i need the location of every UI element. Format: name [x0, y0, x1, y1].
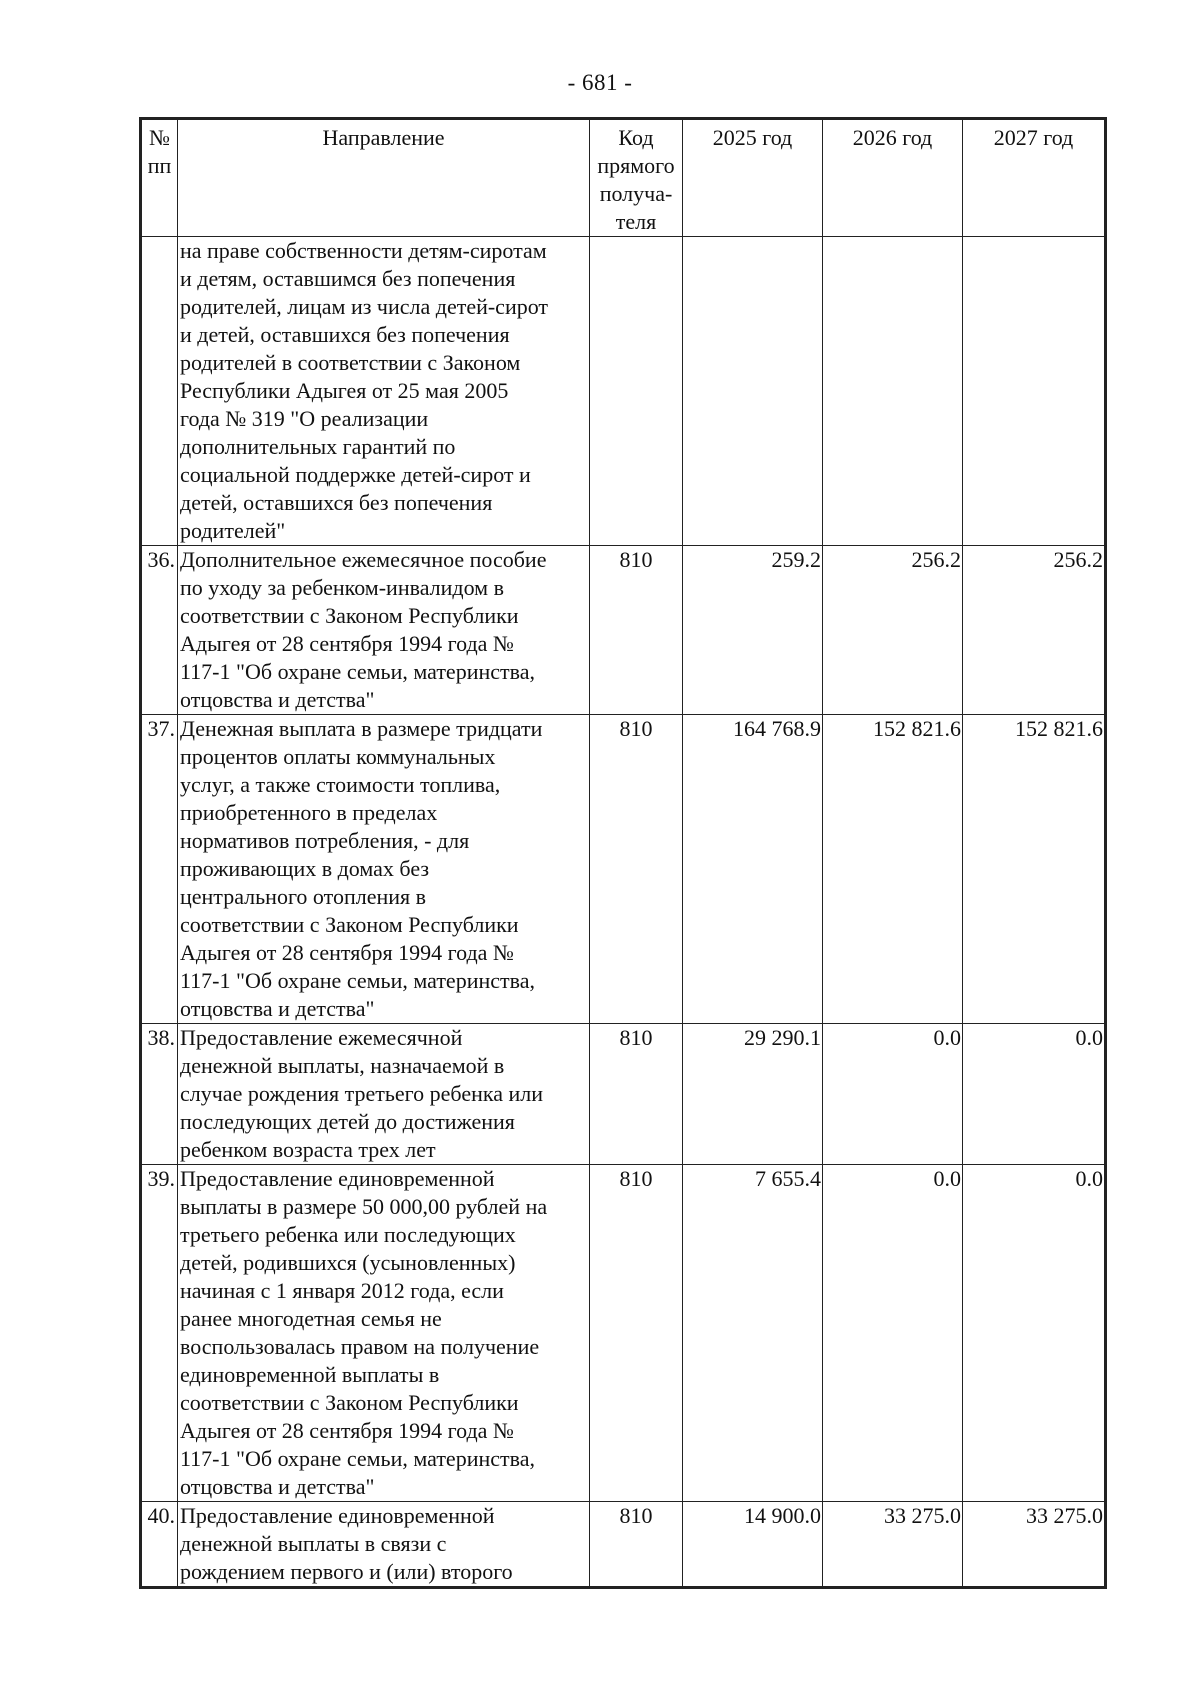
- direction-line: Адыгея от 28 сентября 1994 года №: [180, 1418, 514, 1443]
- direction-line: по уходу за ребенком-инвалидом в: [180, 575, 504, 600]
- row-value-2025: 164 768.9: [683, 715, 823, 1024]
- row-direction: [178, 1024, 590, 1165]
- direction-line: приобретенного в пределах: [180, 800, 438, 825]
- direction-line: рождением первого и (или) второго: [180, 1559, 513, 1584]
- direction-line: единовременной выплаты в: [180, 1362, 440, 1387]
- direction-line: услуг, а также стоимости топлива,: [180, 772, 501, 797]
- direction-line: детей, родившихся (усыновленных): [180, 1250, 516, 1275]
- header-code-line: теля: [615, 209, 657, 234]
- direction-line: родителей в соответствии с Законом: [180, 350, 521, 375]
- direction-line: Республики Адыгея от 25 мая 2005: [180, 378, 509, 403]
- direction-line: Дополнительное ежемесячное пособие: [180, 547, 547, 572]
- direction-line: процентов оплаты коммунальных: [180, 744, 496, 769]
- row-value-2026: 0.0: [823, 1024, 963, 1165]
- direction-line: центрального отопления в: [180, 884, 427, 909]
- row-number: [141, 237, 178, 546]
- direction-line: соответствии с Законом Республики: [180, 603, 519, 628]
- row-number: 40.: [141, 1502, 178, 1588]
- header-2026: 2026 год: [823, 119, 963, 237]
- direction-line: и детей, оставшихся без попечения: [180, 322, 510, 347]
- header-num-line: №: [149, 125, 170, 150]
- direction-line: года № 319 "О реализации: [180, 406, 429, 431]
- row-code: 810: [590, 1165, 683, 1502]
- direction-line: отцовства и детства": [180, 687, 375, 712]
- header-direction: Направление: [178, 119, 590, 237]
- row-number: 37.: [141, 715, 178, 1024]
- row-value-2025: [683, 237, 823, 546]
- table-body: [141, 237, 1106, 1588]
- row-value-2027: [963, 237, 1106, 546]
- page-number: - 681 -: [567, 70, 633, 95]
- table-row: [141, 1024, 1106, 1165]
- direction-line: 117-1 "Об охране семьи, материнства,: [180, 659, 535, 684]
- row-value-2027: 152 821.6: [963, 715, 1106, 1024]
- row-value-2026: 33 275.0: [823, 1502, 963, 1588]
- direction-line: третьего ребенка или последующих: [180, 1222, 516, 1247]
- row-direction: [178, 1502, 590, 1588]
- row-value-2026: 0.0: [823, 1165, 963, 1502]
- direction-line: проживающих в домах без: [180, 856, 430, 881]
- header-num: [141, 119, 178, 237]
- row-value-2027: 0.0: [963, 1024, 1106, 1165]
- direction-line: Предоставление единовременной: [180, 1503, 495, 1528]
- row-value-2025: 29 290.1: [683, 1024, 823, 1165]
- direction-line: Адыгея от 28 сентября 1994 года №: [180, 631, 514, 656]
- row-value-2027: 256.2: [963, 546, 1106, 715]
- header-num-line: пп: [147, 153, 172, 178]
- direction-line: денежной выплаты, назначаемой в: [180, 1053, 505, 1078]
- direction-line: родителей": [180, 518, 286, 543]
- table-row: [141, 237, 1106, 546]
- direction-line: последующих детей до достижения: [180, 1109, 515, 1134]
- row-value-2025: 7 655.4: [683, 1165, 823, 1502]
- direction-line: на праве собственности детям-сиротам: [180, 238, 547, 263]
- row-value-2026: [823, 237, 963, 546]
- direction-line: начиная с 1 января 2012 года, если: [180, 1278, 504, 1303]
- direction-line: дополнительных гарантий по: [180, 434, 456, 459]
- row-number: 39.: [141, 1165, 178, 1502]
- header-code: [590, 119, 683, 237]
- direction-line: отцовства и детства": [180, 996, 375, 1021]
- budget-table-container: [139, 117, 1104, 1589]
- direction-line: ранее многодетная семья не: [180, 1306, 442, 1331]
- direction-line: Предоставление единовременной: [180, 1166, 495, 1191]
- table-header-row: [141, 119, 1106, 237]
- direction-line: выплаты в размере 50 000,00 рублей на: [180, 1194, 548, 1219]
- row-value-2025: 14 900.0: [683, 1502, 823, 1588]
- direction-line: ребенком возраста трех лет: [180, 1137, 436, 1162]
- direction-line: нормативов потребления, - для: [180, 828, 470, 853]
- header-code-line: получа-: [599, 181, 673, 206]
- row-code: 810: [590, 546, 683, 715]
- row-value-2026: 152 821.6: [823, 715, 963, 1024]
- direction-line: родителей, лицам из числа детей-сирот: [180, 294, 549, 319]
- direction-line: Предоставление ежемесячной: [180, 1025, 463, 1050]
- header-2027: 2027 год: [963, 119, 1106, 237]
- row-code: 810: [590, 1024, 683, 1165]
- row-direction: [178, 237, 590, 546]
- row-code: [590, 237, 683, 546]
- row-code: 810: [590, 1502, 683, 1588]
- row-number: 38.: [141, 1024, 178, 1165]
- row-value-2027: 0.0: [963, 1165, 1106, 1502]
- direction-line: и детям, оставшимся без попечения: [180, 266, 516, 291]
- table-row: [141, 715, 1106, 1024]
- direction-line: денежной выплаты в связи с: [180, 1531, 447, 1556]
- row-direction: [178, 715, 590, 1024]
- row-number: 36.: [141, 546, 178, 715]
- direction-line: детей, оставшихся без попечения: [180, 490, 493, 515]
- row-direction: [178, 546, 590, 715]
- row-value-2026: 256.2: [823, 546, 963, 715]
- budget-table: [139, 117, 1107, 1589]
- direction-line: 117-1 "Об охране семьи, материнства,: [180, 1446, 535, 1471]
- direction-line: Адыгея от 28 сентября 1994 года №: [180, 940, 514, 965]
- table-row: [141, 546, 1106, 715]
- row-value-2025: 259.2: [683, 546, 823, 715]
- direction-line: соответствии с Законом Республики: [180, 912, 519, 937]
- header-code-line: прямого: [597, 153, 675, 178]
- table-row: [141, 1502, 1106, 1588]
- header-code-line: Код: [618, 125, 654, 150]
- table-row: [141, 1165, 1106, 1502]
- header-2025: 2025 год: [683, 119, 823, 237]
- direction-line: случае рождения третьего ребенка или: [180, 1081, 543, 1106]
- row-value-2027: 33 275.0: [963, 1502, 1106, 1588]
- direction-line: воспользовалась правом на получение: [180, 1334, 540, 1359]
- direction-line: социальной поддержке детей-сирот и: [180, 462, 531, 487]
- row-code: 810: [590, 715, 683, 1024]
- direction-line: отцовства и детства": [180, 1474, 375, 1499]
- direction-line: Денежная выплата в размере тридцати: [180, 716, 543, 741]
- direction-line: 117-1 "Об охране семьи, материнства,: [180, 968, 535, 993]
- row-direction: [178, 1165, 590, 1502]
- direction-line: соответствии с Законом Республики: [180, 1390, 519, 1415]
